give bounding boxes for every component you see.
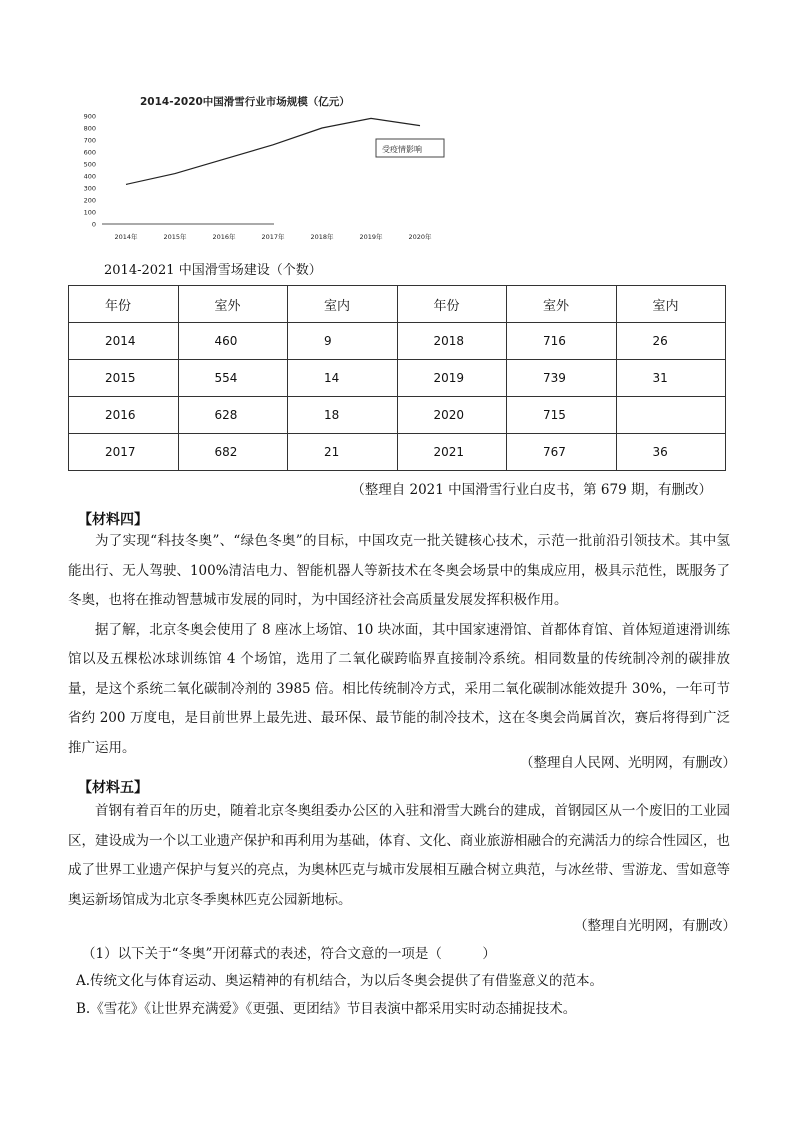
- table-title: 2014-2021 中国滑雪场建设（个数）: [104, 263, 322, 278]
- table-cell: 9: [288, 323, 398, 360]
- question-stem: （1）以下关于“冬奥”开闭幕式的表述，符合文意的一项是（ ）: [82, 946, 496, 962]
- table-row: [69, 360, 726, 397]
- table-header-row: [69, 286, 726, 323]
- material4-source: （整理自人民网、光明网，有删改）: [520, 755, 736, 771]
- table-cell: 2016: [69, 397, 179, 434]
- paragraph: 为了实现“科技冬奥”、“绿色冬奥”的目标，中国攻克一批关键核心技术，示范一批前沿引领技术。其中氢能出行、无人驾驶、100%清洁电力、智能机器人等新技术在冬奥会场景中的集成应用，极具示范性，既服务了冬奥，也将在推动智慧城市发展的同时，为中国经济社会高质量发展发挥积极作用。: [68, 533, 730, 608]
- x-tick-label: 2020年: [408, 233, 432, 241]
- table-cell: 2018: [397, 323, 507, 360]
- header-cell: 室外: [178, 286, 288, 323]
- x-tick-label: 2017年: [261, 233, 285, 241]
- y-tick-label: 900: [83, 112, 96, 121]
- paragraph: 首钢有着百年的历史，随着北京冬奥组委办公区的入驻和滑雪大跳台的建成，首钢园区从一个废旧的工业园区，建设成为一个以工业遗产保护和再利用为基础，体育、文化、商业旅游相融合的充满活力的综合性园区，也成了世界工业遗产保护与复兴的亮点，为奥林匹克与城市发展相互融合树立典范，与冰丝带、雪游龙、雪如意等奥运新场馆成为北京冬季奥林匹克公园新地标。: [68, 803, 730, 908]
- chart-title: 2014-2020中国滑雪行业市场规模（亿元）: [140, 96, 350, 108]
- market-size-chart: [64, 88, 464, 248]
- y-tick-label: 300: [83, 184, 96, 193]
- x-axis-ticks: [114, 232, 432, 241]
- annotation-label: 受疫情影响: [382, 145, 422, 154]
- material4-text: [68, 527, 730, 763]
- header-cell: 年份: [397, 286, 507, 323]
- table-cell: 18: [288, 397, 398, 434]
- table-cell: 31: [616, 360, 726, 397]
- y-tick-label: 500: [83, 160, 96, 169]
- table-cell: 2015: [69, 360, 179, 397]
- material5-source: （整理自光明网，有删改）: [574, 918, 736, 934]
- option-b: B.《雪花》《让世界充满爱》《更强、更团结》节目表演中都采用实时动态捕捉技术。: [76, 1001, 577, 1017]
- header-cell: 年份: [69, 286, 179, 323]
- table-cell: 767: [507, 434, 617, 471]
- table-cell: 554: [178, 360, 288, 397]
- table-cell: 2017: [69, 434, 179, 471]
- table-cell: 2020: [397, 397, 507, 434]
- x-tick-label: 2015年: [163, 233, 187, 241]
- table-source: （整理自 2021 中国滑雪行业白皮书，第 679 期，有删改）: [351, 482, 712, 498]
- header-cell: 室内: [616, 286, 726, 323]
- table-cell: 682: [178, 434, 288, 471]
- table-row: [69, 323, 726, 360]
- x-tick-label: 2016年: [212, 233, 236, 241]
- table-cell: 460: [178, 323, 288, 360]
- y-tick-label: 100: [83, 208, 96, 217]
- paragraph: 据了解，北京冬奥会使用了 8 座冰上场馆、10 块冰面，其中国家速滑馆、首都体育馆、首体短道速滑训练馆以及五棵松冰球训练馆 4 个场馆，选用了二氧化碳跨临界直接制冷系统。相同数量的传统制冷剂的碳排放量，是这个系统二氧化碳制冷剂的 3985 倍。相比传统制冷方式，采用二氧化碳制冰能效提升 30%，一年可节省约 200 万度电，是目前世界上最先进、最环保、最节能的制冷技术，这在冬奥会尚属首次，赛后将得到广泛推广运用。: [68, 621, 730, 756]
- material4-heading: 【材料四】: [78, 512, 148, 528]
- y-tick-label: 600: [83, 148, 96, 157]
- y-tick-label: 800: [83, 124, 96, 133]
- material5-text: [68, 797, 730, 915]
- table-cell: 36: [616, 434, 726, 471]
- table-cell: 26: [616, 323, 726, 360]
- y-axis-ticks: [84, 113, 96, 229]
- table-cell: 2014: [69, 323, 179, 360]
- table-row: [69, 434, 726, 471]
- table-cell: 739: [507, 360, 617, 397]
- x-tick-label: 2018年: [310, 233, 334, 241]
- header-cell: 室内: [288, 286, 398, 323]
- table-cell: 14: [288, 360, 398, 397]
- table-cell: 21: [288, 434, 398, 471]
- option-a: A.传统文化与体育运动、奥运精神的有机结合，为以后冬奥会提供了有借鉴意义的范本。: [76, 973, 604, 989]
- table-cell: [616, 397, 726, 434]
- table-cell: 715: [507, 397, 617, 434]
- y-tick-label: 200: [83, 196, 96, 205]
- y-tick-label: 700: [83, 136, 96, 145]
- material5-heading: 【材料五】: [78, 780, 148, 796]
- table-cell: 2021: [397, 434, 507, 471]
- ski-resort-table: [68, 285, 726, 471]
- header-cell: 室外: [507, 286, 617, 323]
- y-tick-label: 400: [83, 172, 96, 181]
- table-row: [69, 397, 726, 434]
- x-tick-label: 2019年: [359, 233, 383, 241]
- table-cell: 716: [507, 323, 617, 360]
- y-tick-label: 0: [91, 220, 96, 229]
- x-tick-label: 2014年: [114, 233, 138, 241]
- table-cell: 2019: [397, 360, 507, 397]
- table-cell: 628: [178, 397, 288, 434]
